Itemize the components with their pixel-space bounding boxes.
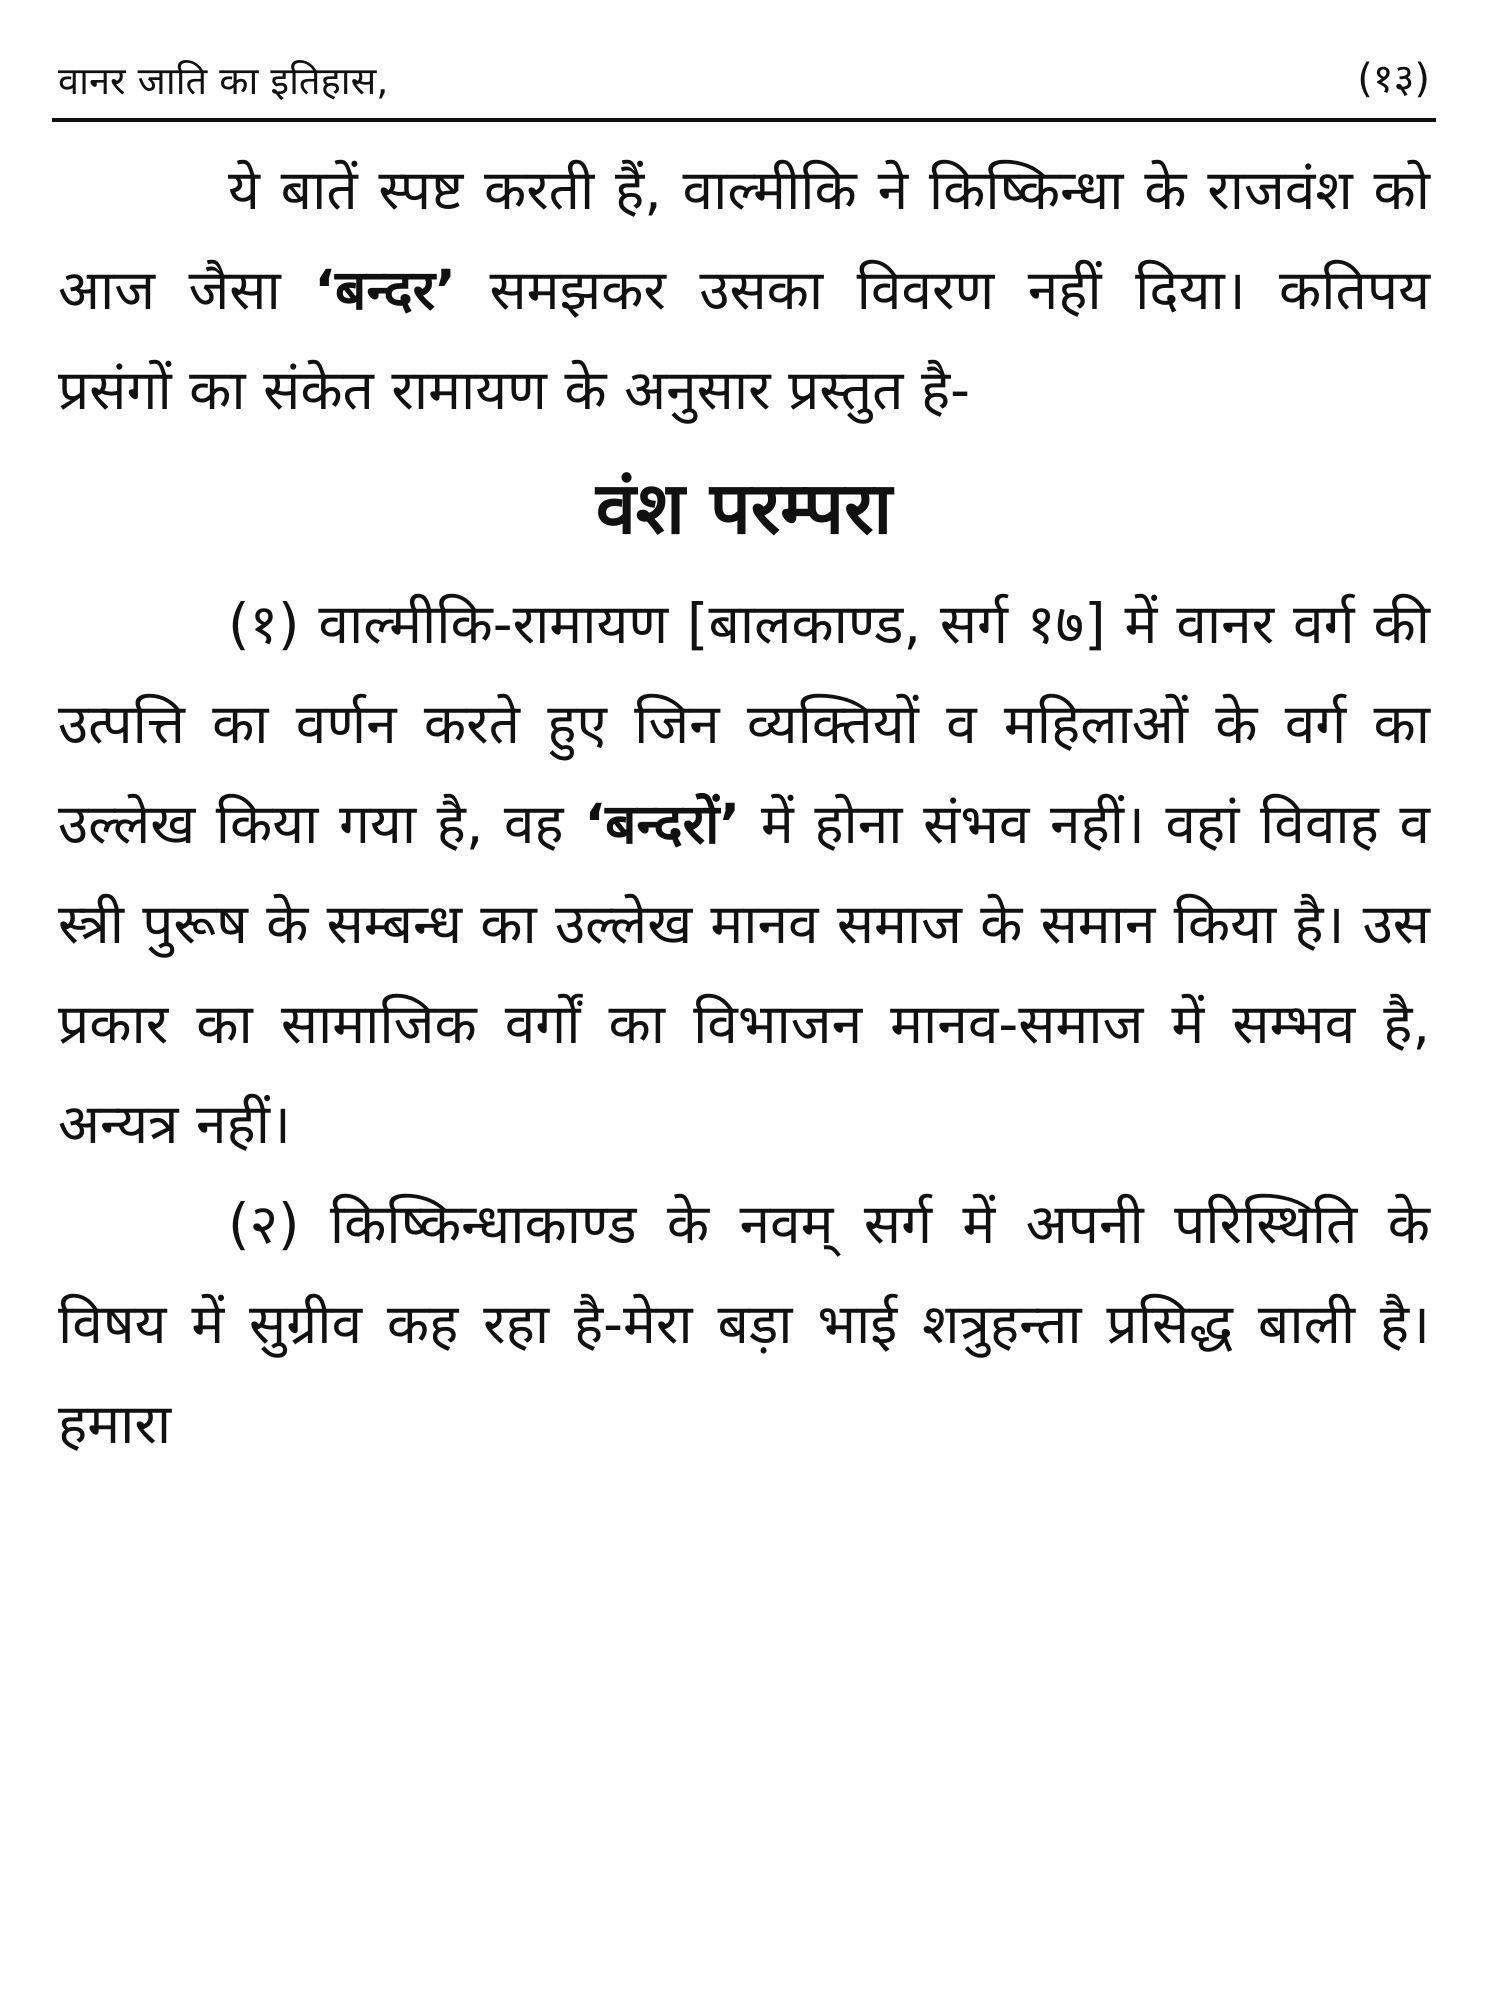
- paragraph-item-2: (२) किष्किन्धाकाण्ड के नवम् सर्ग में अपनी परिस्थिति के विषय में सुग्रीव कह रहा है-मेरा बड़ा भाई शत्रुहन्ता प्रसिद्ध बाली है। हमारा: [58, 1192, 1430, 1456]
- page-header: [58, 48, 1430, 110]
- paragraph-intro-text-start: ये बातें स्पष्ट करती हैं, वाल्मीकि ने किष्किन्धा के राजवंश को आज जैसा: [58, 158, 1430, 322]
- paragraph-item-1-emphasis: ‘बन्दरों’: [584, 792, 741, 856]
- header-rule: [52, 118, 1436, 122]
- paragraph-item-1-text-end: में होना संभव नहीं। वहां विवाह व स्त्री पुरूष के सम्बन्ध का उल्लेख मानव समाज के समान किया है। उस प्रकार का सामाजिक वर्गों का विभाजन मानव-समाज में सम्भव है, अन्यत्र नहीं।: [58, 792, 1430, 1156]
- section-heading: वंश परम्परा: [595, 466, 893, 550]
- body-text: [58, 140, 1430, 1474]
- running-title: वानर जाति का इतिहास,: [58, 59, 389, 103]
- paragraph-item-1: [58, 574, 1430, 1174]
- paragraph-intro: [58, 140, 1430, 440]
- paragraph-intro-text-end: समझकर उसका विवरण नहीं दिया। कतिपय प्रसंगों का संकेत रामायण के अनुसार प्रस्तुत है-: [58, 258, 1430, 422]
- paragraph-item-1-text-start: (१) वाल्मीकि-रामायण [बालकाण्ड, सर्ग १७] में वानर वर्ग की उत्पत्ति का वर्णन करते हुए जिन व्यक्तियों व महिलाओं के वर्ग का उल्लेख किया गया है, वह: [58, 592, 1430, 856]
- page-number: (१३): [1357, 56, 1430, 102]
- paragraph-intro-emphasis: ‘बन्दर’: [314, 258, 457, 322]
